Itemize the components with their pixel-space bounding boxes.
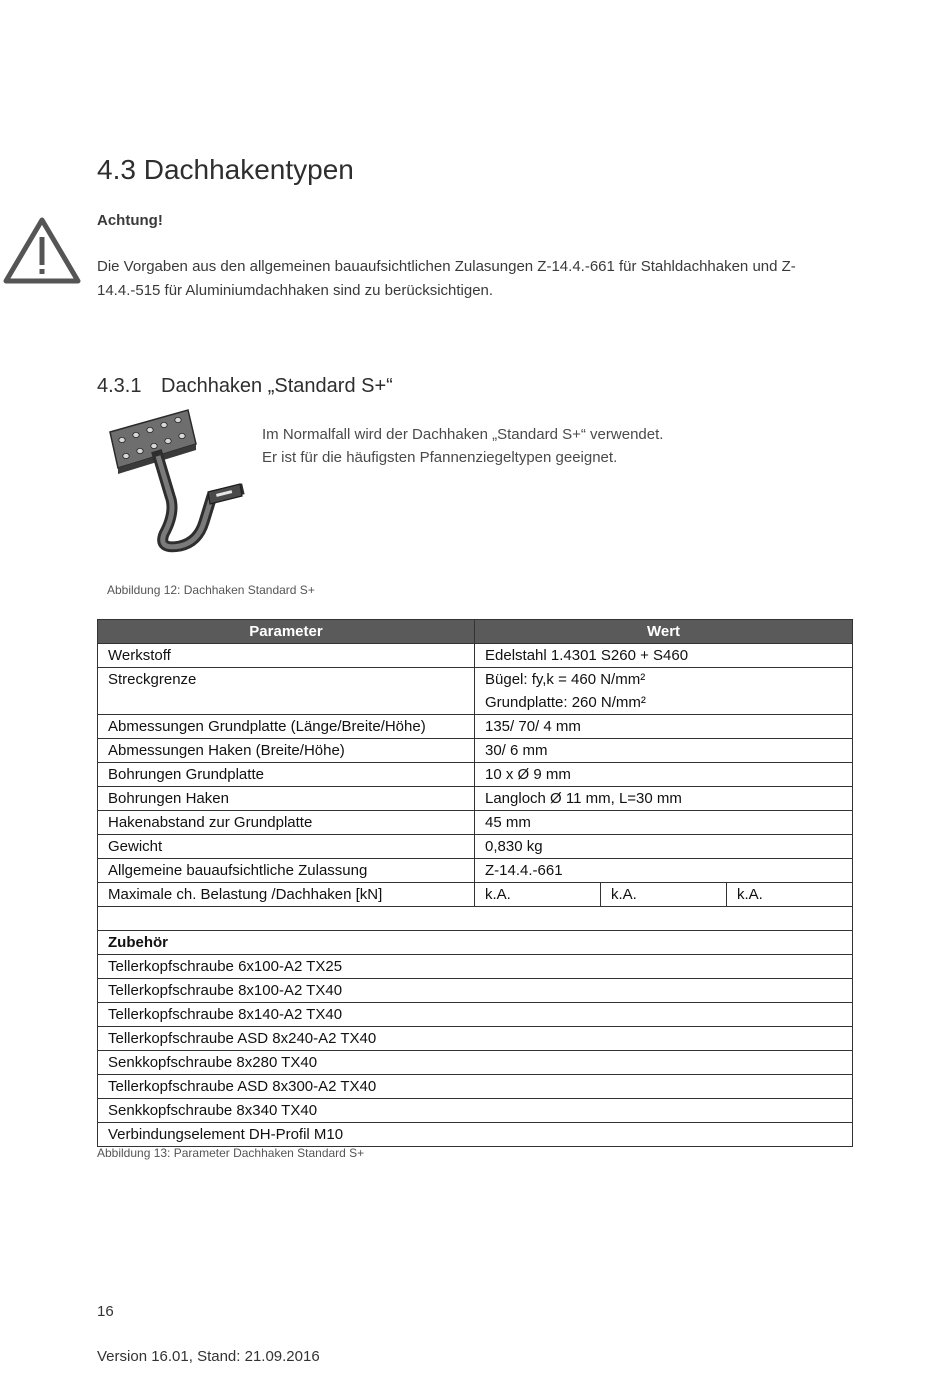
table-row (98, 787, 853, 811)
accessory-cell: Tellerkopfschraube ASD 8x300-A2 TX40 (98, 1075, 853, 1099)
section-heading (97, 152, 354, 188)
warning-triangle-icon (3, 217, 81, 285)
accessory-row (98, 1123, 853, 1147)
accessory-row (98, 1051, 853, 1075)
param-cell: Bohrungen Grundplatte (98, 763, 475, 787)
header-value: Wert (475, 620, 853, 644)
value-cell: Edelstahl 1.4301 S260 + S460 (475, 644, 853, 668)
param-cell: Abmessungen Haken (Breite/Höhe) (98, 739, 475, 763)
param-cell: Maximale ch. Belastung /Dachhaken [kN] (98, 883, 475, 907)
param-cell: Bohrungen Haken (98, 787, 475, 811)
param-cell: Abmessungen Grundplatte (Länge/Breite/Höhe) (98, 715, 475, 739)
value-cell: Z-14.4.-661 (475, 859, 853, 883)
load-value-cell: k.A. (727, 883, 853, 907)
value-cell: Langloch Ø 11 mm, L=30 mm (475, 787, 853, 811)
table-row (98, 644, 853, 668)
value-line: Bügel: fy,k = 460 N/mm² (485, 671, 646, 688)
empty-row (98, 907, 853, 931)
table-row (98, 763, 853, 787)
accessory-cell: Verbindungselement DH-Profil M10 (98, 1123, 853, 1147)
table-row (98, 811, 853, 835)
load-value-cell: k.A. (475, 883, 601, 907)
intro-line-1: Im Normalfall wird der Dachhaken „Standard S+“ verwendet. (262, 426, 664, 443)
accessories-heading: Zubehör (98, 931, 853, 955)
section-title: Dachhakentypen (143, 154, 354, 185)
load-value-cell: k.A. (601, 883, 727, 907)
accessory-cell: Tellerkopfschraube 8x100-A2 TX40 (98, 979, 853, 1003)
param-cell: Werkstoff (98, 644, 475, 668)
value-cell: 0,830 kg (475, 835, 853, 859)
subsection-heading (97, 372, 393, 400)
empty-cell (98, 907, 853, 931)
table-row (98, 859, 853, 883)
value-line: Grundplatte: 260 N/mm² (485, 694, 646, 711)
table-row (98, 715, 853, 739)
param-cell: Streckgrenze (98, 668, 475, 715)
value-cell: 45 mm (475, 811, 853, 835)
intro-line-2: Er ist für die häufigsten Pfannenziegeltypen geeignet. (262, 449, 618, 466)
section-number: 4.3 (97, 154, 136, 185)
load-row (98, 883, 853, 907)
warning-text: Die Vorgaben aus den allgemeinen bauaufsichtlichen Zulasungen Z-14.4.-661 für Stahldachhaken und Z-14.4.-515 für Aluminiumdachhaken sind zu berücksichtigen. (97, 258, 796, 299)
value-cell: 135/ 70/ 4 mm (475, 715, 853, 739)
table-row (98, 835, 853, 859)
accessory-row (98, 955, 853, 979)
accessories-heading-row (98, 931, 853, 955)
accessory-cell: Tellerkopfschraube 8x140-A2 TX40 (98, 1003, 853, 1027)
param-cell: Hakenabstand zur Grundplatte (98, 811, 475, 835)
subsection-title: Dachhaken „Standard S+“ (161, 375, 393, 397)
table-row (98, 739, 853, 763)
page-number: 16 (97, 1303, 114, 1320)
value-cell (475, 668, 853, 715)
version-info: Version 16.01, Stand: 21.09.2016 (97, 1348, 320, 1365)
param-cell: Gewicht (98, 835, 475, 859)
intro-text (262, 423, 663, 469)
accessory-row (98, 1003, 853, 1027)
header-parameter: Parameter (98, 620, 475, 644)
figure-12-caption: Abbildung 12: Dachhaken Standard S+ (107, 583, 315, 597)
subsection-number: 4.3.1 (97, 375, 142, 397)
table-row (98, 668, 853, 715)
roof-hook-image (100, 404, 250, 562)
accessory-row (98, 1099, 853, 1123)
accessory-cell: Senkkopfschraube 8x280 TX40 (98, 1051, 853, 1075)
figure-13-caption: Abbildung 13: Parameter Dachhaken Standard S+ (97, 1146, 365, 1160)
accessory-row (98, 1027, 853, 1051)
value-cell: 30/ 6 mm (475, 739, 853, 763)
parameter-table (97, 619, 853, 1147)
accessory-row (98, 1075, 853, 1099)
value-cell: 10 x Ø 9 mm (475, 763, 853, 787)
accessory-cell: Tellerkopfschraube 6x100-A2 TX25 (98, 955, 853, 979)
accessory-cell: Tellerkopfschraube ASD 8x240-A2 TX40 (98, 1027, 853, 1051)
table-header-row (98, 620, 853, 644)
accessory-cell: Senkkopfschraube 8x340 TX40 (98, 1099, 853, 1123)
param-cell: Allgemeine bauaufsichtliche Zulassung (98, 859, 475, 883)
accessory-row (98, 979, 853, 1003)
warning-heading: Achtung! (97, 212, 163, 229)
